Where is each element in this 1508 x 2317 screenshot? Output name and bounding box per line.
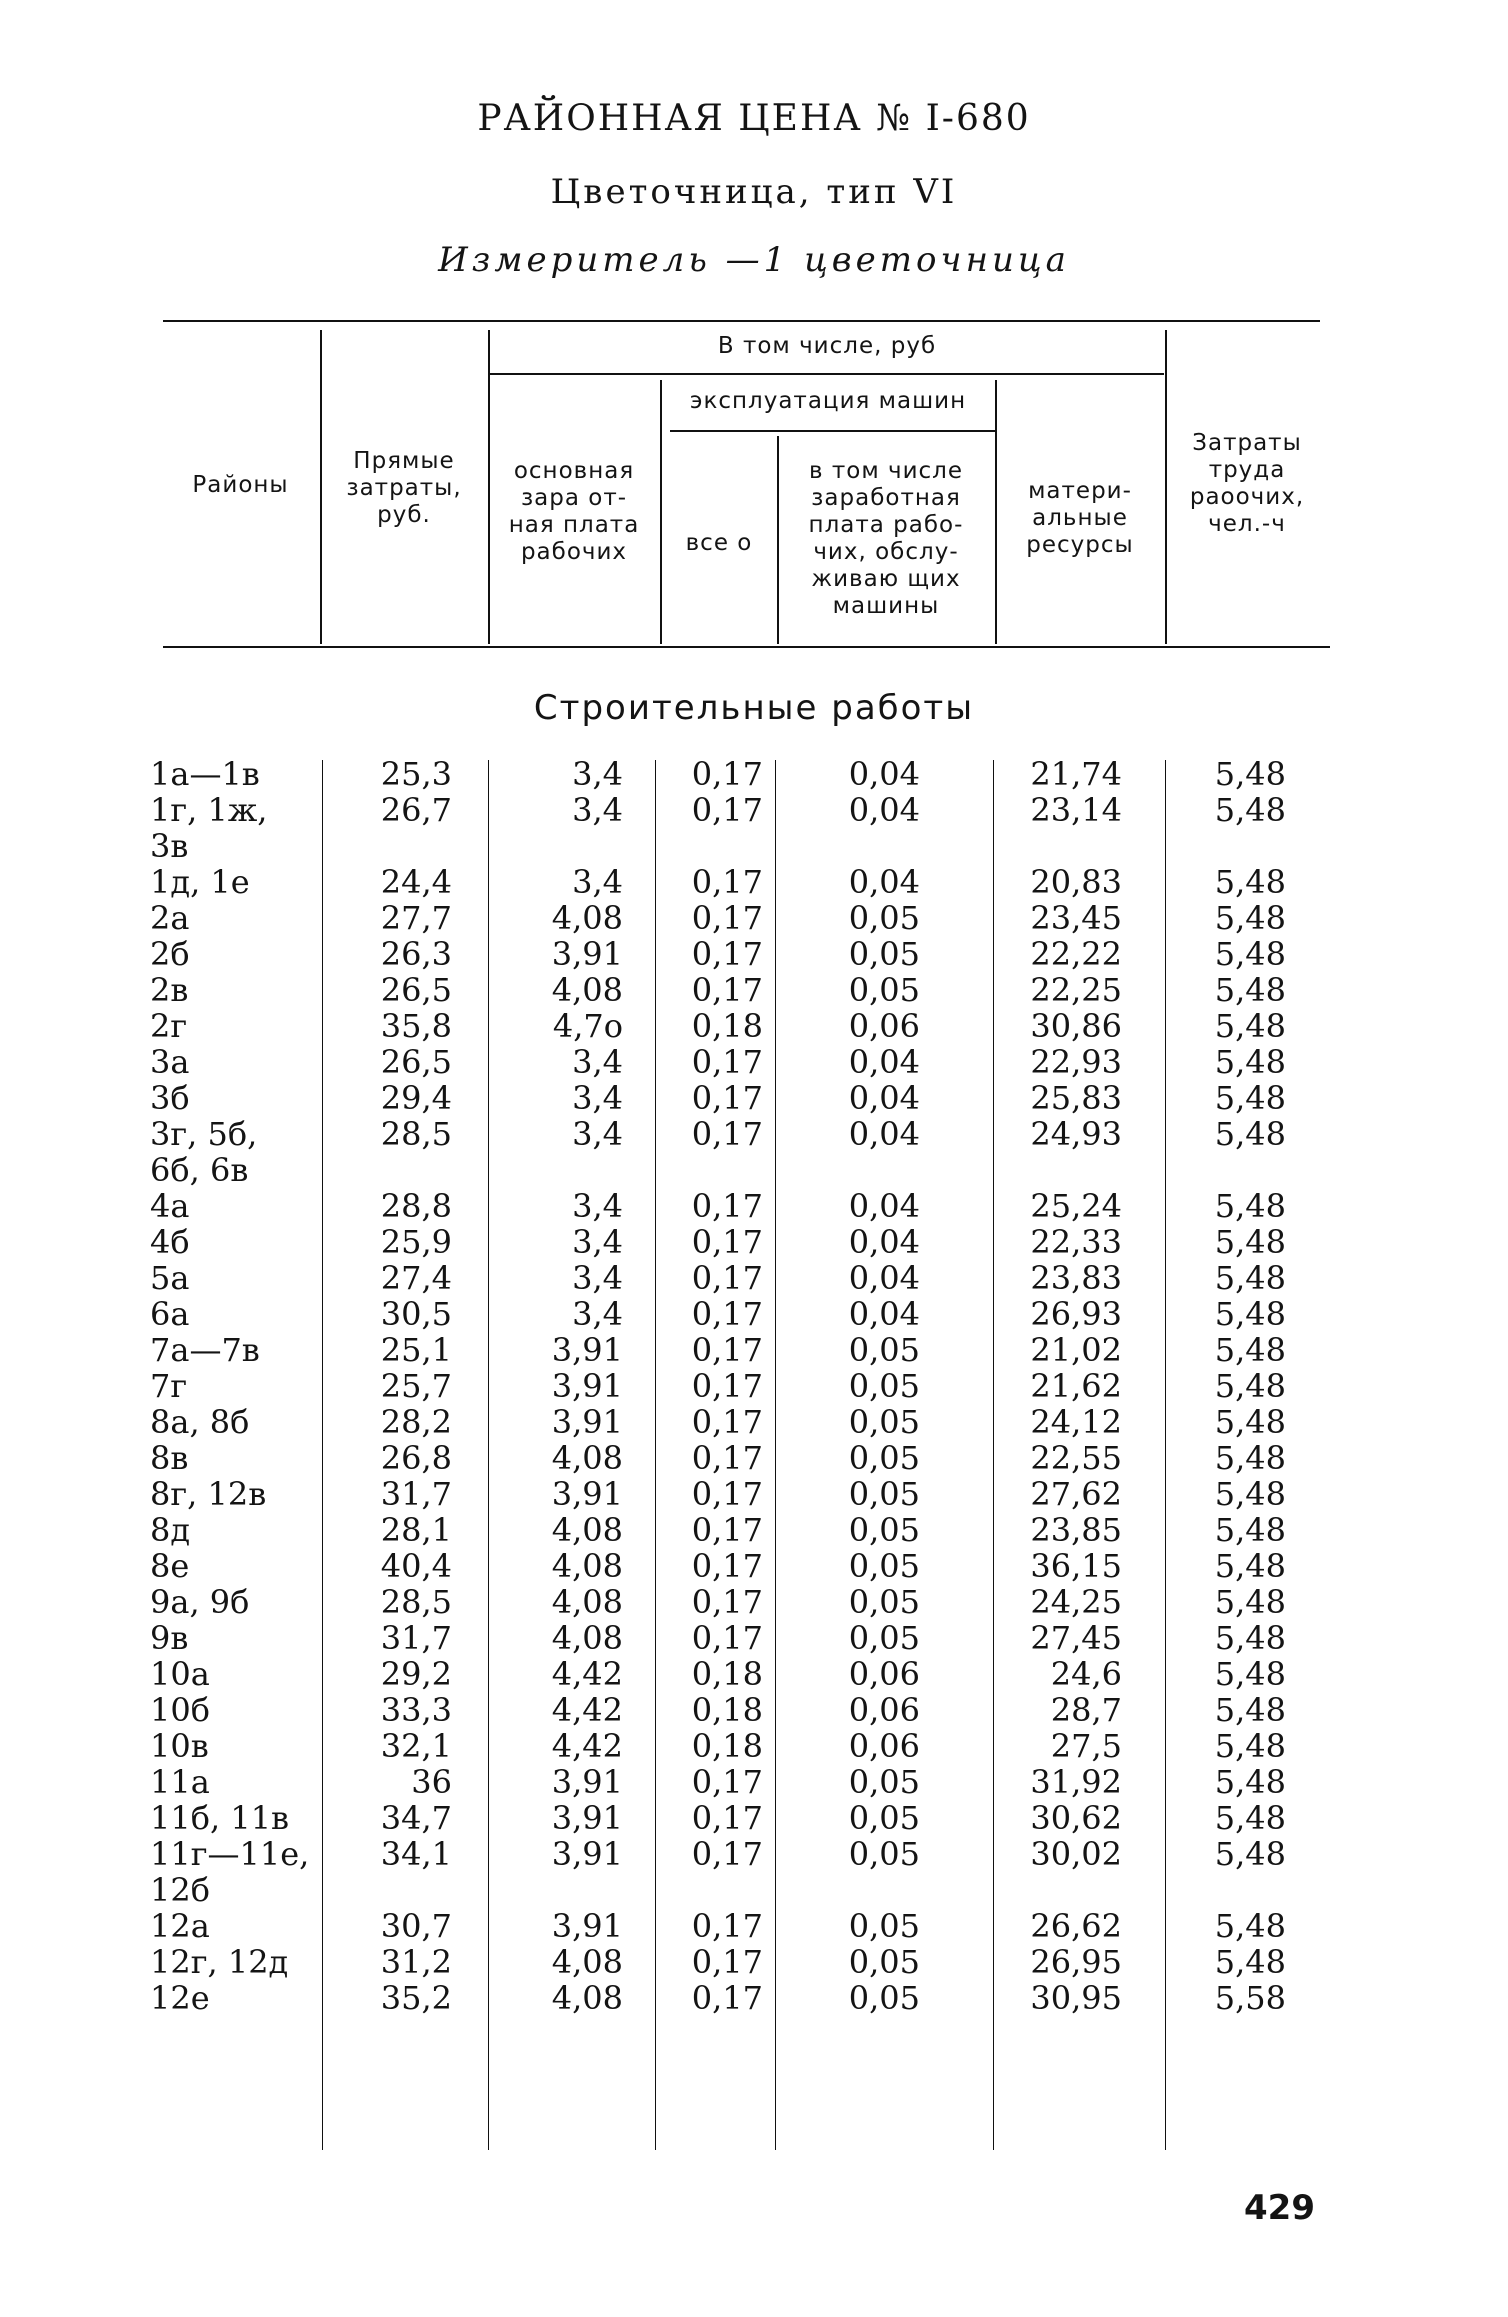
machine-total-cell: 0,17	[691, 1295, 763, 1333]
labor-cell: 5,48	[1214, 1295, 1286, 1333]
base-wage-cell: 4,08	[551, 899, 623, 937]
page-title: РАЙОННАЯ ЦЕНА № I-680	[477, 98, 1031, 139]
machine-total-cell: 0,18	[691, 1655, 763, 1693]
base-wage-cell: 3,4	[572, 791, 623, 829]
materials-cell: 21,02	[1030, 1331, 1122, 1369]
machine-total-cell: 0,17	[691, 1511, 763, 1549]
region-cell: 10а	[150, 1655, 210, 1693]
labor-cell: 5,58	[1214, 1979, 1286, 2017]
table-body	[0, 756, 1508, 2016]
region-cell: 2г	[150, 1007, 188, 1045]
table-top-rule	[163, 320, 1320, 322]
table-row	[0, 792, 1508, 864]
base-wage-cell: 3,4	[572, 863, 623, 901]
base-wage-cell: 3,91	[551, 1367, 623, 1405]
region-cell: 9а, 9б	[150, 1583, 250, 1621]
direct-costs-cell: 26,7	[380, 791, 452, 829]
labor-cell: 5,48	[1214, 1691, 1286, 1729]
region-cell: 1а—1в	[150, 755, 260, 793]
region-cell: 8а, 8б	[150, 1403, 250, 1441]
table-row	[0, 1656, 1508, 1692]
table-row	[0, 1476, 1508, 1512]
direct-costs-cell: 25,1	[380, 1331, 452, 1369]
machine-total-cell: 0,17	[691, 1043, 763, 1081]
machine-total-cell: 0,18	[691, 1007, 763, 1045]
table-row	[0, 1008, 1508, 1044]
labor-cell: 5,48	[1214, 755, 1286, 793]
direct-costs-cell: 31,2	[380, 1943, 452, 1981]
base-wage-cell: 4,7о	[552, 1007, 623, 1045]
materials-cell: 28,7	[1050, 1691, 1122, 1729]
table-row	[0, 1044, 1508, 1080]
table-row	[0, 1692, 1508, 1728]
section-title: Строительные работы	[533, 688, 975, 728]
labor-cell: 5,48	[1214, 1367, 1286, 1405]
labor-cell: 5,48	[1214, 791, 1286, 829]
table-row	[0, 900, 1508, 936]
machine-total-cell: 0,17	[691, 1619, 763, 1657]
table-row	[0, 1980, 1508, 2016]
direct-costs-cell: 30,5	[380, 1295, 452, 1333]
base-wage-cell: 3,4	[572, 1295, 623, 1333]
base-wage-cell: 3,91	[551, 1331, 623, 1369]
page-number: 429	[1244, 2188, 1315, 2228]
machine-wage-cell: 0,04	[848, 791, 920, 829]
materials-cell: 27,62	[1030, 1475, 1122, 1513]
machine-wage-cell: 0,04	[848, 1259, 920, 1297]
machine-total-cell: 0,17	[691, 1439, 763, 1477]
materials-cell: 26,93	[1030, 1295, 1122, 1333]
base-wage-cell: 3,91	[551, 1799, 623, 1837]
direct-costs-cell: 29,4	[380, 1079, 452, 1117]
machine-total-cell: 0,17	[691, 935, 763, 973]
base-wage-cell: 4,08	[551, 1619, 623, 1657]
table-row	[0, 1404, 1508, 1440]
header-bottom-rule	[163, 646, 1330, 648]
labor-cell: 5,48	[1214, 1655, 1286, 1693]
materials-cell: 23,85	[1030, 1511, 1122, 1549]
base-wage-cell: 4,08	[551, 1943, 623, 1981]
region-cell: 11г—11е, 12б	[150, 1835, 310, 1909]
labor-cell: 5,48	[1214, 971, 1286, 1009]
direct-costs-cell: 26,5	[380, 1043, 452, 1081]
labor-cell: 5,48	[1214, 935, 1286, 973]
labor-cell: 5,48	[1214, 1727, 1286, 1765]
header-including: В том числе, руб	[717, 333, 937, 359]
machine-wage-cell: 0,06	[848, 1691, 920, 1729]
base-wage-cell: 3,4	[572, 1115, 623, 1153]
base-wage-cell: 3,91	[551, 1907, 623, 1945]
region-cell: 9в	[150, 1619, 189, 1657]
machine-total-cell: 0,17	[691, 1475, 763, 1513]
machine-total-cell: 0,17	[691, 1223, 763, 1261]
header-machine-operation: эксплуатация машин	[689, 388, 967, 414]
machine-wage-cell: 0,04	[848, 863, 920, 901]
machine-wage-cell: 0,04	[848, 1223, 920, 1261]
including-rule	[490, 373, 1164, 375]
labor-cell: 5,48	[1214, 1511, 1286, 1549]
region-cell: 1д, 1е	[150, 863, 250, 901]
machine-total-cell: 0,17	[691, 1115, 763, 1153]
labor-cell: 5,48	[1214, 863, 1286, 901]
base-wage-cell: 3,91	[551, 1403, 623, 1441]
machine-total-cell: 0,17	[691, 1907, 763, 1945]
region-cell: 4б	[150, 1223, 190, 1261]
region-cell: 8в	[150, 1439, 189, 1477]
labor-cell: 5,48	[1214, 1043, 1286, 1081]
labor-cell: 5,48	[1214, 1223, 1286, 1261]
direct-costs-cell: 32,1	[380, 1727, 452, 1765]
machine-total-cell: 0,17	[691, 1799, 763, 1837]
machine-total-cell: 0,17	[691, 1943, 763, 1981]
base-wage-cell: 3,4	[572, 755, 623, 793]
region-cell: 2а	[150, 899, 190, 937]
machine-wage-cell: 0,04	[848, 1295, 920, 1333]
materials-cell: 26,95	[1030, 1943, 1122, 1981]
materials-cell: 24,25	[1030, 1583, 1122, 1621]
labor-cell: 5,48	[1214, 1763, 1286, 1801]
materials-cell: 22,93	[1030, 1043, 1122, 1081]
header-labor: Затраты труда раоочих, чел.-ч	[1189, 430, 1305, 537]
machine-total-cell: 0,17	[691, 1259, 763, 1297]
machine-wage-cell: 0,05	[848, 935, 920, 973]
direct-costs-cell: 34,1	[380, 1835, 452, 1873]
machine-total-cell: 0,17	[691, 791, 763, 829]
direct-costs-cell: 28,2	[380, 1403, 452, 1441]
region-cell: 4а	[150, 1187, 190, 1225]
labor-cell: 5,48	[1214, 1799, 1286, 1837]
labor-cell: 5,48	[1214, 1187, 1286, 1225]
machine-wage-cell: 0,04	[848, 1079, 920, 1117]
machine-total-cell: 0,17	[691, 1367, 763, 1405]
labor-cell: 5,48	[1214, 1079, 1286, 1117]
region-cell: 11б, 11в	[150, 1799, 290, 1837]
direct-costs-cell: 27,4	[380, 1259, 452, 1297]
table-row	[0, 1728, 1508, 1764]
region-cell: 8е	[150, 1547, 190, 1585]
region-cell: 10б	[150, 1691, 210, 1729]
machine-wage-cell: 0,05	[848, 1475, 920, 1513]
region-cell: 1г, 1ж, 3в	[150, 791, 268, 865]
materials-cell: 27,5	[1050, 1727, 1122, 1765]
labor-cell: 5,48	[1214, 1943, 1286, 1981]
base-wage-cell: 3,91	[551, 1835, 623, 1873]
direct-costs-cell: 28,5	[380, 1115, 452, 1153]
table-row	[0, 1260, 1508, 1296]
region-cell: 8г, 12в	[150, 1475, 267, 1513]
materials-cell: 30,86	[1030, 1007, 1122, 1045]
region-cell: 2б	[150, 935, 190, 973]
machine-wage-cell: 0,05	[848, 1619, 920, 1657]
machine-wage-cell: 0,05	[848, 1979, 920, 2017]
machine-total-cell: 0,17	[691, 1187, 763, 1225]
labor-cell: 5,48	[1214, 1619, 1286, 1657]
machine-wage-cell: 0,05	[848, 1547, 920, 1585]
region-cell: 12г, 12д	[150, 1943, 289, 1981]
region-cell: 12е	[150, 1979, 210, 2017]
region-cell: 2в	[150, 971, 189, 1009]
direct-costs-cell: 28,8	[380, 1187, 452, 1225]
table-row	[0, 1584, 1508, 1620]
object-subtitle: Цветочница, тип VI	[550, 172, 958, 212]
machine-wage-cell: 0,04	[848, 1187, 920, 1225]
machines-rule	[670, 430, 995, 432]
materials-cell: 21,74	[1030, 755, 1122, 793]
machine-wage-cell: 0,05	[848, 1907, 920, 1945]
base-wage-cell: 3,91	[551, 1763, 623, 1801]
machine-total-cell: 0,17	[691, 1583, 763, 1621]
machine-total-cell: 0,17	[691, 1547, 763, 1585]
machine-wage-cell: 0,06	[848, 1007, 920, 1045]
base-wage-cell: 4,08	[551, 1979, 623, 2017]
direct-costs-cell: 29,2	[380, 1655, 452, 1693]
machine-wage-cell: 0,05	[848, 1439, 920, 1477]
base-wage-cell: 3,4	[572, 1079, 623, 1117]
machine-total-cell: 0,17	[691, 863, 763, 901]
base-wage-cell: 4,42	[551, 1655, 623, 1693]
materials-cell: 22,22	[1030, 935, 1122, 973]
machine-wage-cell: 0,05	[848, 1511, 920, 1549]
machine-wage-cell: 0,05	[848, 1331, 920, 1369]
machine-wage-cell: 0,05	[848, 899, 920, 937]
machine-wage-cell: 0,05	[848, 1583, 920, 1621]
labor-cell: 5,48	[1214, 1007, 1286, 1045]
table-row	[0, 1368, 1508, 1404]
header-divider	[660, 380, 662, 644]
base-wage-cell: 4,08	[551, 1439, 623, 1477]
base-wage-cell: 4,08	[551, 971, 623, 1009]
table-row	[0, 1620, 1508, 1656]
table-row	[0, 1548, 1508, 1584]
base-wage-cell: 4,42	[551, 1727, 623, 1765]
machine-total-cell: 0,17	[691, 1835, 763, 1873]
direct-costs-cell: 26,8	[380, 1439, 452, 1477]
table-row	[0, 1296, 1508, 1332]
materials-cell: 20,83	[1030, 863, 1122, 901]
table-row	[0, 1224, 1508, 1260]
base-wage-cell: 4,42	[551, 1691, 623, 1729]
materials-cell: 25,83	[1030, 1079, 1122, 1117]
header-machine-total: все о	[685, 530, 753, 556]
table-row	[0, 1908, 1508, 1944]
direct-costs-cell: 34,7	[380, 1799, 452, 1837]
materials-cell: 21,62	[1030, 1367, 1122, 1405]
header-regions: Районы	[192, 472, 289, 498]
machine-wage-cell: 0,05	[848, 971, 920, 1009]
machine-total-cell: 0,17	[691, 1403, 763, 1441]
materials-cell: 30,62	[1030, 1799, 1122, 1837]
materials-cell: 30,02	[1030, 1835, 1122, 1873]
materials-cell: 24,12	[1030, 1403, 1122, 1441]
direct-costs-cell: 35,2	[380, 1979, 452, 2017]
materials-cell: 27,45	[1030, 1619, 1122, 1657]
labor-cell: 5,48	[1214, 1439, 1286, 1477]
machine-wage-cell: 0,05	[848, 1835, 920, 1873]
header-direct-costs: Прямые затраты, руб.	[346, 448, 462, 528]
materials-cell: 23,14	[1030, 791, 1122, 829]
header-materials: матери- альные ресурсы	[1026, 478, 1134, 558]
direct-costs-cell: 30,7	[380, 1907, 452, 1945]
table-row	[0, 1836, 1508, 1908]
machine-wage-cell: 0,06	[848, 1655, 920, 1693]
machine-wage-cell: 0,05	[848, 1367, 920, 1405]
materials-cell: 31,92	[1030, 1763, 1122, 1801]
direct-costs-cell: 25,3	[380, 755, 452, 793]
labor-cell: 5,48	[1214, 1403, 1286, 1441]
materials-cell: 36,15	[1030, 1547, 1122, 1585]
measure-line: Измеритель —1 цветочница	[438, 240, 1070, 280]
base-wage-cell: 3,91	[551, 1475, 623, 1513]
materials-cell: 23,83	[1030, 1259, 1122, 1297]
machine-total-cell: 0,17	[691, 899, 763, 937]
machine-wage-cell: 0,04	[848, 755, 920, 793]
direct-costs-cell: 31,7	[380, 1475, 452, 1513]
direct-costs-cell: 35,8	[380, 1007, 452, 1045]
header-machine-wage: в том числе заработная плата рабо- чих, обслу- живаю щих машины	[808, 458, 964, 619]
direct-costs-cell: 31,7	[380, 1619, 452, 1657]
machine-wage-cell: 0,05	[848, 1943, 920, 1981]
table-row	[0, 1944, 1508, 1980]
region-cell: 3б	[150, 1079, 190, 1117]
machine-wage-cell: 0,04	[848, 1043, 920, 1081]
base-wage-cell: 3,4	[572, 1223, 623, 1261]
region-cell: 7г	[150, 1367, 188, 1405]
direct-costs-cell: 25,9	[380, 1223, 452, 1261]
table-row	[0, 756, 1508, 792]
materials-cell: 30,95	[1030, 1979, 1122, 2017]
header-base-wage: основная зара от- ная плата рабочих	[508, 458, 640, 565]
direct-costs-cell: 36	[411, 1763, 452, 1801]
machine-wage-cell: 0,04	[848, 1115, 920, 1153]
materials-cell: 24,6	[1050, 1655, 1122, 1693]
region-cell: 5а	[150, 1259, 190, 1297]
direct-costs-cell: 28,5	[380, 1583, 452, 1621]
labor-cell: 5,48	[1214, 899, 1286, 937]
base-wage-cell: 3,4	[572, 1259, 623, 1297]
labor-cell: 5,48	[1214, 1907, 1286, 1945]
direct-costs-cell: 26,3	[380, 935, 452, 973]
table-row	[0, 1800, 1508, 1836]
labor-cell: 5,48	[1214, 1475, 1286, 1513]
region-cell: 3а	[150, 1043, 190, 1081]
base-wage-cell: 4,08	[551, 1547, 623, 1585]
base-wage-cell: 4,08	[551, 1583, 623, 1621]
direct-costs-cell: 33,3	[380, 1691, 452, 1729]
machine-wage-cell: 0,05	[848, 1403, 920, 1441]
table-row	[0, 1116, 1508, 1188]
table-row	[0, 936, 1508, 972]
direct-costs-cell: 24,4	[380, 863, 452, 901]
machine-total-cell: 0,17	[691, 1979, 763, 2017]
base-wage-cell: 3,4	[572, 1043, 623, 1081]
machine-total-cell: 0,17	[691, 1079, 763, 1117]
machine-wage-cell: 0,05	[848, 1799, 920, 1837]
table-row	[0, 1764, 1508, 1800]
base-wage-cell: 3,91	[551, 935, 623, 973]
table-row	[0, 1512, 1508, 1548]
region-cell: 6а	[150, 1295, 190, 1333]
direct-costs-cell: 40,4	[380, 1547, 452, 1585]
direct-costs-cell: 27,7	[380, 899, 452, 937]
labor-cell: 5,48	[1214, 1115, 1286, 1153]
labor-cell: 5,48	[1214, 1331, 1286, 1369]
direct-costs-cell: 25,7	[380, 1367, 452, 1405]
machine-wage-cell: 0,05	[848, 1763, 920, 1801]
table-row	[0, 1440, 1508, 1476]
materials-cell: 22,33	[1030, 1223, 1122, 1261]
table-row	[0, 1332, 1508, 1368]
region-cell: 3г, 5б, 6б, 6в	[150, 1115, 258, 1189]
direct-costs-cell: 28,1	[380, 1511, 452, 1549]
materials-cell: 24,93	[1030, 1115, 1122, 1153]
machine-wage-cell: 0,06	[848, 1727, 920, 1765]
labor-cell: 5,48	[1214, 1835, 1286, 1873]
labor-cell: 5,48	[1214, 1583, 1286, 1621]
region-cell: 12а	[150, 1907, 210, 1945]
materials-cell: 25,24	[1030, 1187, 1122, 1225]
machine-total-cell: 0,17	[691, 1763, 763, 1801]
materials-cell: 26,62	[1030, 1907, 1122, 1945]
base-wage-cell: 3,4	[572, 1187, 623, 1225]
direct-costs-cell: 26,5	[380, 971, 452, 1009]
table-row	[0, 972, 1508, 1008]
labor-cell: 5,48	[1214, 1259, 1286, 1297]
table-row	[0, 1080, 1508, 1116]
base-wage-cell: 4,08	[551, 1511, 623, 1549]
table-row	[0, 864, 1508, 900]
machine-total-cell: 0,18	[691, 1691, 763, 1729]
machine-total-cell: 0,17	[691, 971, 763, 1009]
region-cell: 8д	[150, 1511, 191, 1549]
materials-cell: 22,25	[1030, 971, 1122, 1009]
materials-cell: 23,45	[1030, 899, 1122, 937]
machine-total-cell: 0,17	[691, 1331, 763, 1369]
labor-cell: 5,48	[1214, 1547, 1286, 1585]
materials-cell: 22,55	[1030, 1439, 1122, 1477]
machine-total-cell: 0,18	[691, 1727, 763, 1765]
region-cell: 10в	[150, 1727, 209, 1765]
table-row	[0, 1188, 1508, 1224]
region-cell: 11а	[150, 1763, 210, 1801]
machine-total-cell: 0,17	[691, 755, 763, 793]
region-cell: 7а—7в	[150, 1331, 260, 1369]
